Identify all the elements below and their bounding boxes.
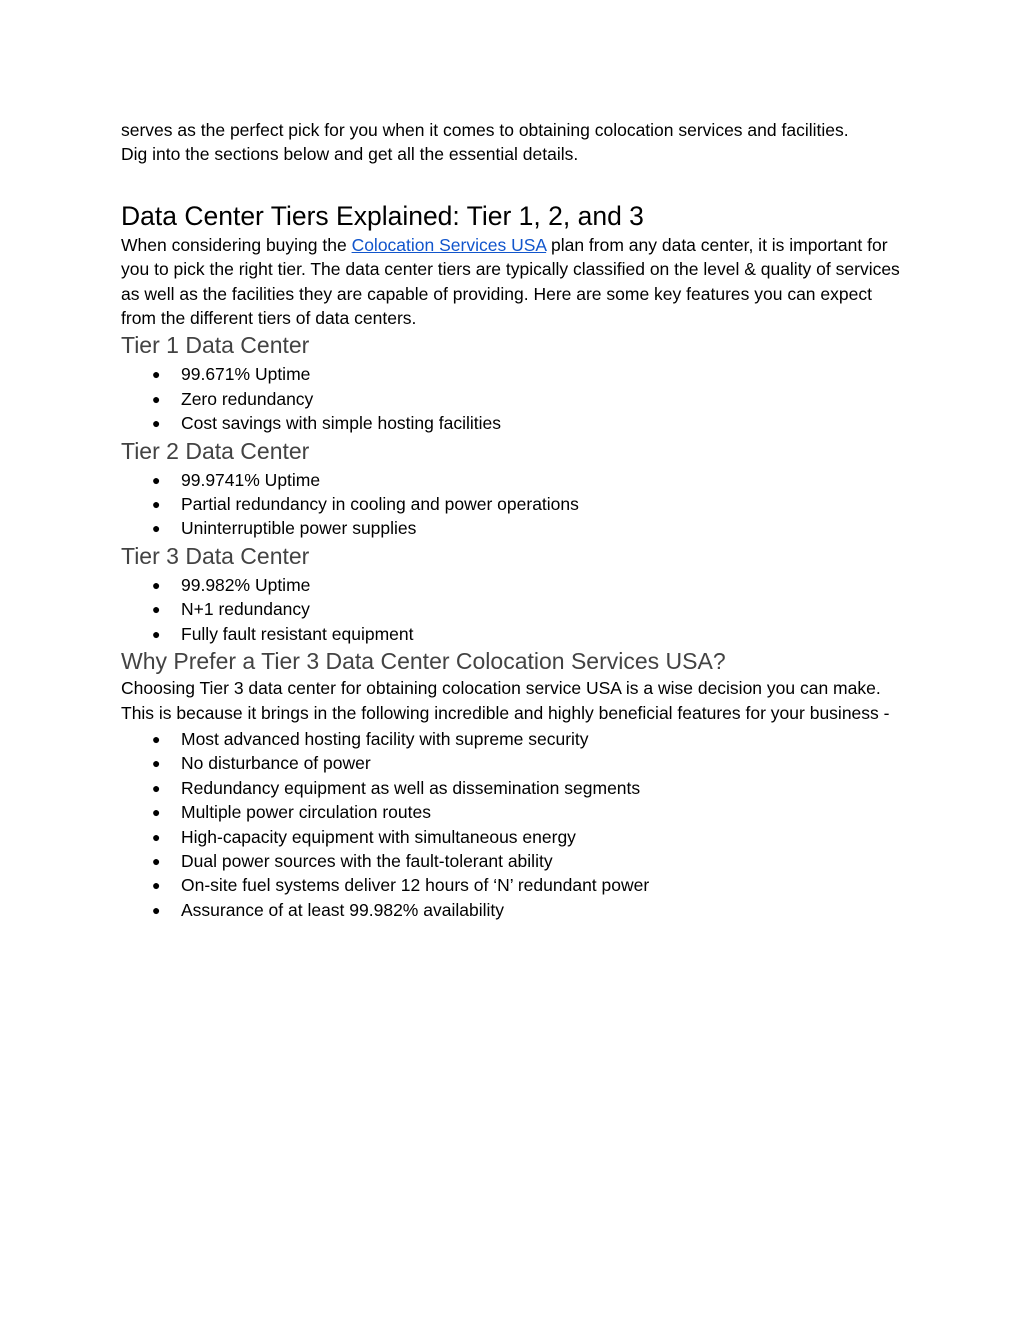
bullet-icon: ● xyxy=(152,877,161,894)
bullet-icon: ● xyxy=(152,520,161,537)
why-paragraph: Choosing Tier 3 data center for obtaining colocation service USA is a wise decision you can make. This is because it brings in the following incredible and highly beneficial features for your business - xyxy=(121,678,890,723)
list-item-text: Zero redundancy xyxy=(181,388,314,409)
list-item xyxy=(121,800,911,824)
bullet-icon: ● xyxy=(152,390,161,407)
bullet-icon: ● xyxy=(152,366,161,383)
list-item-text: Assurance of at least 99.982% availability xyxy=(181,899,504,920)
bullet-icon: ● xyxy=(152,496,161,513)
bullet-icon: ● xyxy=(152,471,161,488)
list-item-text: No disturbance of power xyxy=(181,753,371,774)
list-item xyxy=(121,873,911,897)
colocation-services-link[interactable]: Colocation Services USA xyxy=(351,234,547,255)
bullet-icon: ● xyxy=(152,755,161,772)
list-item-text: 99.9741% Uptime xyxy=(181,469,321,490)
list-item-text: On-site fuel systems deliver 12 hours of ‘N’ redundant power xyxy=(181,875,650,896)
list-item xyxy=(121,727,911,751)
why-list xyxy=(121,727,911,922)
tier2-list xyxy=(121,468,911,541)
list-item xyxy=(121,825,911,849)
list-item xyxy=(121,362,911,386)
tiers-paragraph xyxy=(121,233,911,331)
list-item-text: Partial redundancy in cooling and power operations xyxy=(181,494,579,515)
list-item xyxy=(121,849,911,873)
list-item-text: High-capacity equipment with simultaneous energy xyxy=(181,826,576,847)
list-item-text: Redundancy equipment as well as dissemination segments xyxy=(181,777,641,798)
tier1-list xyxy=(121,362,911,435)
list-item xyxy=(121,492,911,516)
document-content xyxy=(121,118,911,922)
list-item-text: 99.982% Uptime xyxy=(181,574,311,595)
main-heading: Data Center Tiers Explained: Tier 1, 2, and 3 xyxy=(121,200,644,231)
list-item-text: Multiple power circulation routes xyxy=(181,802,431,823)
list-item xyxy=(121,516,911,540)
intro-line-2: Dig into the sections below and get all the essential details. xyxy=(121,144,579,165)
list-item xyxy=(121,751,911,775)
tier3-heading: Tier 3 Data Center xyxy=(121,542,310,569)
list-item-text: Dual power sources with the fault-tolerant ability xyxy=(181,850,553,871)
bullet-icon: ● xyxy=(152,779,161,796)
list-item xyxy=(121,387,911,411)
bullet-icon: ● xyxy=(152,852,161,869)
list-item-text: Cost savings with simple hosting facilities xyxy=(181,413,501,434)
bullet-icon: ● xyxy=(152,901,161,918)
bullet-icon: ● xyxy=(152,828,161,845)
bullet-icon: ● xyxy=(152,625,161,642)
list-item xyxy=(121,776,911,800)
bullet-icon: ● xyxy=(152,730,161,747)
list-item xyxy=(121,597,911,621)
list-item xyxy=(121,468,911,492)
list-item-text: Most advanced hosting facility with supreme security xyxy=(181,728,589,749)
list-item xyxy=(121,411,911,435)
tier2-heading: Tier 2 Data Center xyxy=(121,437,310,464)
tiers-paragraph-lead: When considering buying the xyxy=(121,234,352,255)
list-item xyxy=(121,622,911,646)
tier3-list xyxy=(121,573,911,646)
list-item-text: Uninterruptible power supplies xyxy=(181,518,417,539)
bullet-icon: ● xyxy=(152,576,161,593)
list-item-text: Fully fault resistant equipment xyxy=(181,623,414,644)
list-item-text: N+1 redundancy xyxy=(181,599,310,620)
bullet-icon: ● xyxy=(152,415,161,432)
list-item xyxy=(121,898,911,922)
tier1-heading: Tier 1 Data Center xyxy=(121,332,310,359)
list-item-text: 99.671% Uptime xyxy=(181,364,311,385)
bullet-icon: ● xyxy=(152,601,161,618)
intro-paragraph xyxy=(121,118,911,167)
bullet-icon: ● xyxy=(152,804,161,821)
why-heading: Why Prefer a Tier 3 Data Center Colocation Services USA? xyxy=(121,648,726,675)
intro-line-1: serves as the perfect pick for you when it comes to obtaining colocation services and facilities. xyxy=(121,120,849,140)
tiers-paragraph-rest: plan from any data center, it is important for you to pick the right tier. The data center tiers are typically classified on the level & quality of services as well as the facilities they are capable of providing. Here are some key features you can expect from the different tiers of data centers. xyxy=(121,234,900,329)
list-item xyxy=(121,573,911,597)
